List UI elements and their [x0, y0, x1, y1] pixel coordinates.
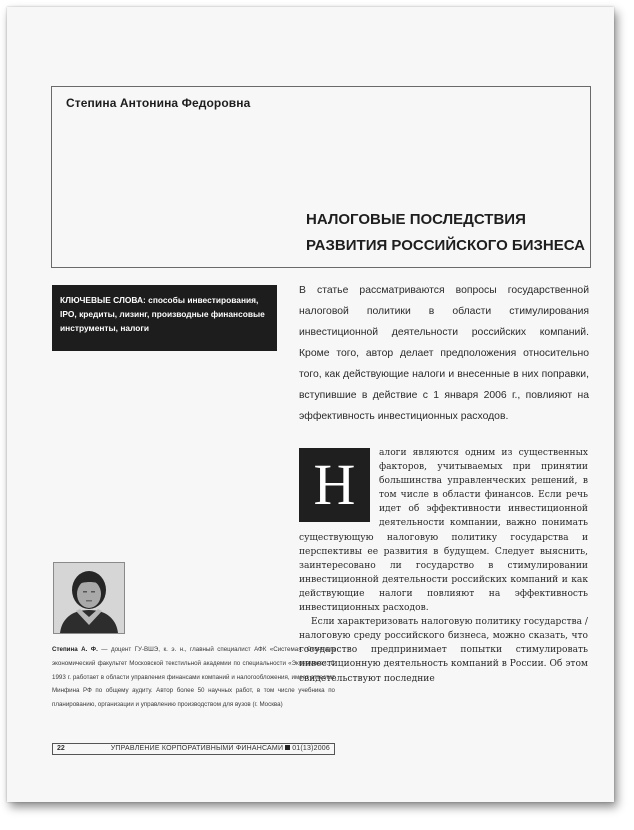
- dropcap-letter: Н: [299, 448, 370, 522]
- journal-issue: 01(13)2006: [292, 745, 330, 752]
- journal-page: [7, 7, 614, 802]
- author-name: Степина Антонина Федоровна: [66, 96, 251, 110]
- journal-name: УПРАВЛЕНИЕ КОРПОРАТИВНЫМИ ФИНАНСАМИ: [110, 745, 284, 752]
- square-bullet-icon: [285, 745, 290, 750]
- body-paragraph-1: алоги являются одним из существенных факторов, учитываемых при принятии большинства управленческих решений, в том числе в области финансов. Если речь идет об эффективности инвестиционной деятельности компании, важно понимать существующую налоговую политику государства и перспективы ее развития в будущем. Следует выяснить, заинтересовано ли государство в стимулировании инвестиционной деятельности российских компаний и как действующие налоги повлияют на эффективность инвестиционных расходов.: [299, 448, 588, 614]
- author-bio: [52, 643, 335, 712]
- author-photo: [53, 562, 125, 634]
- keywords-text: КЛЮЧЕВЫЕ СЛОВА: способы инвестирования, IPO, кредиты, лизинг, производные финансовые инструменты, налоги: [60, 295, 265, 333]
- page-footer: [52, 743, 335, 755]
- article-header: [51, 86, 591, 268]
- journal-info: [111, 744, 330, 754]
- article-title: НАЛОГОВЫЕ ПОСЛЕДСТВИЯ РАЗВИТИЯ РОССИЙСКОГО БИЗНЕСА: [306, 211, 586, 254]
- author-bio-text: — доцент ГУ-ВШЭ, к. э. н., главный специалист АФК «Система». Окончила экономический факультет Московской текстильной академии по специальности «Экономика». С 1993 г. работает в области управления финансами компаний и налогообложения, имеет аттестат Минфина РФ по общему аудиту. Автор более 50 научных работ, в том числе учебника по планированию, организации и управлению производством для вузов (г. Москва): [52, 646, 335, 709]
- article-abstract: В статье рассматриваются вопросы государственной налоговой политики в области стимулирования инвестиционной деятельности российских компаний. Кроме того, автор делает предположения относительно того, как действующие налоги и внесенные в них поправки, вступившие в действие с 1 января 2006 г., повлияют на эффективность инвестиционных расходов.: [299, 285, 589, 422]
- body-paragraph-2: Если характеризовать налоговую политику государства / налоговую среду российского бизнеса, можно сказать, что государство предпринимает попытки стимулировать инвестиционную деятельность компаний в России. Об этом свидетельствуют последние: [299, 617, 588, 684]
- portrait-photo-icon: [54, 563, 124, 633]
- keywords-box: [52, 285, 277, 351]
- page-number: 22: [57, 745, 65, 752]
- author-bio-name: Степина А. Ф.: [52, 646, 98, 653]
